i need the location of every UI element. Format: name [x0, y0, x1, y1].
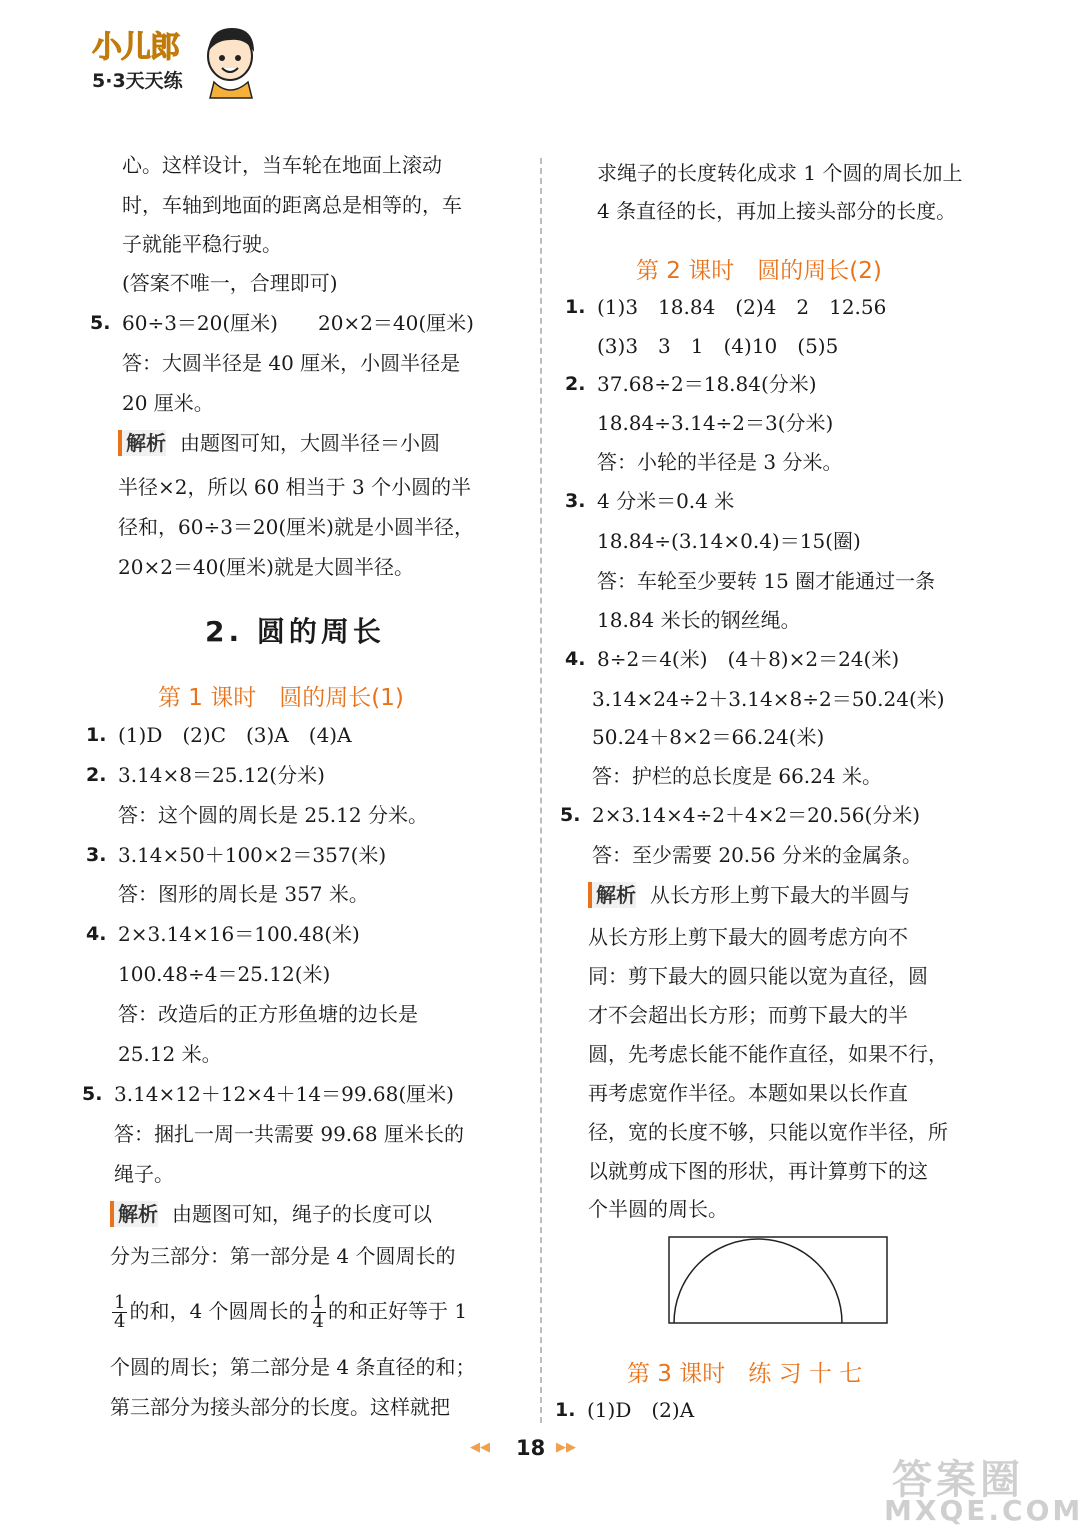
answer-line: (3)3 3 1 (4)10 (5)5 — [597, 334, 839, 358]
analysis-line — [110, 1199, 432, 1229]
column-divider — [540, 158, 542, 1423]
answer-line: 答：护栏的总长度是 66.24 米。 — [592, 764, 882, 788]
analysis-line: 圆，先考虑长能不能作直径，如果不行， — [588, 1042, 948, 1066]
answer-line: 答：至少需要 20.56 分米的金属条。 — [592, 843, 922, 867]
brand-logo — [92, 22, 262, 98]
text-line: 子就能平稳行驶。 — [122, 232, 282, 256]
page-number: 18 — [516, 1436, 546, 1460]
section-title: 2. 圆的周长 — [205, 615, 385, 648]
question-number: 2. — [86, 764, 107, 786]
answer-line: 答：图形的周长是 357 米。 — [118, 882, 369, 906]
analysis-line — [110, 1288, 467, 1334]
analysis-text: 的和正好等于 1 — [328, 1299, 468, 1323]
brand-series: 5·3天天练 — [92, 70, 183, 92]
answer-line: 答：这个圆的周长是 25.12 分米。 — [118, 803, 428, 827]
analysis-line: 个圆的周长；第二部分是 4 条直径的和； — [110, 1355, 476, 1379]
answer-line: 答：大圆半径是 40 厘米，小圆半径是 — [122, 351, 461, 375]
analysis-line: 从长方形上剪下最大的圆考虑方向不 — [588, 925, 908, 949]
question-number: 5. — [560, 804, 581, 826]
question-number: 3. — [86, 844, 107, 866]
question-number: 3. — [565, 490, 586, 512]
answer-line: 18.84÷3.14÷2＝3(分米) — [597, 411, 834, 435]
analysis-line: 径和，60÷3＝20(厘米)就是小圆半径， — [118, 515, 474, 539]
text-line: (答案不唯一，合理即可) — [122, 271, 338, 295]
answer-line: (1)3 18.84 (2)4 2 12.56 — [597, 295, 887, 319]
answer-line: 3.14×50＋100×2＝357(米) — [118, 843, 387, 867]
answer-line: 3.14×8＝25.12(分米) — [118, 763, 325, 787]
answer-line: 20 厘米。 — [122, 391, 214, 415]
analysis-line: 分为三部分：第一部分是 4 个圆周长的 — [110, 1244, 456, 1268]
analysis-line — [588, 880, 910, 910]
fraction: $\frac{1}{4}$ — [114, 1292, 126, 1332]
answer-line: 18.84÷(3.14×0.4)＝15(圈) — [597, 529, 861, 553]
analysis-tag: 解析 — [110, 1201, 158, 1227]
answer-line: 18.84 米长的钢丝绳。 — [597, 608, 801, 632]
analysis-text: 从长方形上剪下最大的半圆与 — [650, 883, 910, 907]
analysis-tag: 解析 — [118, 430, 166, 456]
answer-line: 4 分米＝0.4 米 — [597, 489, 735, 513]
text-line: 4 条直径的长，再加上接头部分的长度。 — [597, 199, 957, 223]
question-number: 2. — [565, 373, 586, 395]
question-number: 4. — [86, 923, 107, 945]
watermark — [884, 1448, 1083, 1532]
analysis-line: 同：剪下最大的圆只能以宽为直径，圆 — [588, 964, 928, 988]
text-line: 求绳子的长度转化成求 1 个圆的周长加上 — [597, 161, 963, 185]
answer-line: 50.24＋8×2＝66.24(米) — [592, 725, 825, 749]
answer-line: 2×3.14×16＝100.48(米) — [118, 922, 360, 946]
text-line: 心。这样设计，当车轮在地面上滚动 — [122, 153, 442, 177]
question-number: 1. — [86, 724, 107, 746]
answer-line: 2×3.14×4÷2＋4×2＝20.56(分米) — [592, 803, 921, 827]
fraction: $\frac{1}{4}$ — [312, 1292, 324, 1332]
answer-line: 答：改造后的正方形鱼塘的边长是 — [118, 1002, 418, 1026]
next-arrows-icon: ▶▶ — [556, 1440, 576, 1455]
question-number: 1. — [565, 296, 586, 318]
analysis-text: 的和，4 个圆周长的 — [129, 1299, 309, 1323]
analysis-line: 半径×2，所以 60 相当于 3 个小圆的半 — [118, 475, 472, 499]
answer-line: 答：小轮的半径是 3 分米。 — [597, 450, 843, 474]
analysis-line: 个半圆的周长。 — [588, 1197, 728, 1221]
brand-title: 小儿郎 — [92, 30, 179, 65]
text-line: 时，车轴到地面的距离总是相等的，车 — [122, 193, 462, 217]
semicircle-in-rectangle-figure — [668, 1236, 888, 1324]
watermark-top: 答案圈 — [892, 1457, 1024, 1503]
answer-line: 25.12 米。 — [118, 1042, 222, 1066]
watermark-bottom: MXQE.COM — [884, 1494, 1083, 1527]
answer-line: (1)D (2)C (3)A (4)A — [118, 723, 352, 747]
question-number: 5. — [90, 312, 111, 334]
prev-arrows-icon: ◀◀ — [470, 1440, 490, 1455]
answer-line: 3.14×24÷2＋3.14×8÷2＝50.24(米) — [592, 687, 945, 711]
analysis-text: 由题图可知，绳子的长度可以 — [172, 1202, 432, 1226]
answer-line: 37.68÷2＝18.84(分米) — [597, 372, 817, 396]
mascot-boy-icon — [200, 22, 262, 98]
analysis-line: 第三部分为接头部分的长度。这样就把 — [110, 1395, 450, 1419]
answer-line: (1)D (2)A — [587, 1398, 695, 1422]
answer-line: 60÷3＝20(厘米) 20×2＝40(厘米) — [122, 311, 474, 335]
lesson-title: 第 3 课时 练 习 十 七 — [627, 1361, 863, 1387]
answer-line: 绳子。 — [114, 1162, 174, 1186]
question-number: 5. — [82, 1083, 103, 1105]
answer-line: 答：捆扎一周一共需要 99.68 厘米长的 — [114, 1122, 464, 1146]
question-number: 1. — [555, 1399, 576, 1421]
analysis-line: 再考虑宽作半径。本题如果以长作直 — [588, 1081, 908, 1105]
analysis-line — [118, 428, 440, 458]
analysis-text: 由题图可知，大圆半径＝小圆 — [180, 431, 440, 455]
lesson-title: 第 2 课时 圆的周长(2) — [636, 258, 882, 284]
lesson-title: 第 1 课时 圆的周长(1) — [158, 685, 404, 711]
answer-line: 答：车轮至少要转 15 圈才能通过一条 — [597, 569, 936, 593]
analysis-line: 径，宽的长度不够，只能以宽作半径，所 — [588, 1120, 948, 1144]
question-number: 4. — [565, 648, 586, 670]
answer-line: 8÷2＝4(米) (4＋8)×2＝24(米) — [597, 647, 900, 671]
analysis-line: 20×2＝40(厘米)就是大圆半径。 — [118, 555, 414, 579]
analysis-line: 才不会超出长方形；而剪下最大的半 — [588, 1003, 908, 1027]
analysis-tag: 解析 — [588, 882, 636, 908]
answer-line: 3.14×12＋12×4＋14＝99.68(厘米) — [114, 1082, 454, 1106]
analysis-line: 以就剪成下图的形状，再计算剪下的这 — [588, 1159, 928, 1183]
answer-line: 100.48÷4＝25.12(米) — [118, 962, 331, 986]
